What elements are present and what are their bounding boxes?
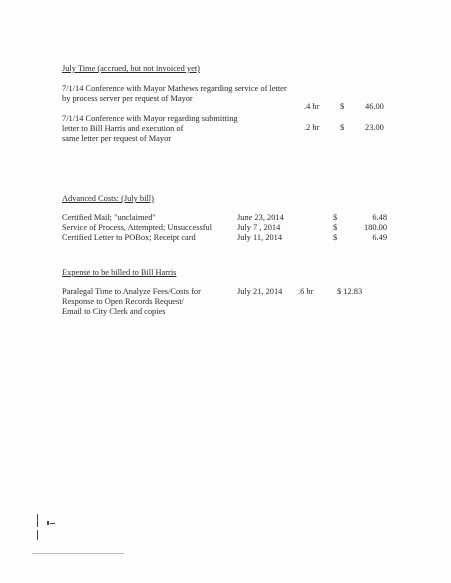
cost-row-1-currency: $ — [333, 213, 338, 222]
entry-2-currency: $ — [340, 123, 345, 132]
expense-line-1: Paralegal Time to Analyze Fees/Costs for — [62, 287, 201, 296]
entry-2-hours: .2 hr — [304, 123, 320, 132]
entry-1-hours: .4 hr — [304, 102, 320, 111]
expense-heading: Expense to be billed to Bill Harris — [62, 268, 177, 277]
cost-row-2-date: July 7 , 2014 — [237, 223, 281, 232]
july-time-heading: July Time (accrued, but not invoiced yet) — [62, 64, 200, 73]
cost-row-1-description: Certified Mail; "unclaimed" — [62, 213, 156, 222]
entry-2-amount: 23.00 — [365, 123, 384, 132]
cost-row-2-amount: 180.00 — [363, 223, 387, 232]
expense-line-3: Email to City Clerk and copies — [62, 307, 166, 316]
entry-1-currency: $ — [340, 102, 345, 111]
scan-mark — [37, 514, 38, 527]
entry-2-line-2: letter to Bill Harris and execution of — [62, 124, 184, 133]
entry-1-line-2: by process server per request of Mayor — [62, 94, 193, 103]
entry-1-line-1: 7/1/14 Conference with Mayor Mathews regarding service of letter — [62, 84, 287, 93]
cost-row-2-description: Service of Process, Attempted; Unsuccessful — [62, 223, 213, 232]
cost-row-3-currency: $ — [333, 233, 338, 242]
cost-row-3-date: July 11, 2014 — [237, 233, 283, 242]
scan-mark — [50, 523, 55, 524]
expense-amount: $ 12.83 — [337, 287, 363, 296]
cost-row-3-description: Certified Letter to POBox; Receipt card — [62, 233, 196, 242]
expense-hours: .6 hr — [298, 287, 314, 296]
entry-2-line-1: 7/1/14 Conference with Mayor regarding submitting — [62, 114, 238, 123]
entry-1-amount: 46.00 — [365, 102, 384, 111]
entry-2-line-3: same letter per request of Mayor — [62, 134, 172, 143]
cost-row-2-currency: $ — [333, 223, 338, 232]
expense-line-2: Response to Open Records Request/ — [62, 297, 184, 306]
scan-mark — [47, 521, 49, 525]
cost-row-3-amount: 6.49 — [372, 233, 387, 242]
scan-line — [32, 553, 124, 554]
expense-date: July 21, 2014 — [237, 287, 283, 296]
cost-row-1-date: June 23, 2014 — [237, 213, 284, 222]
scan-mark — [37, 530, 38, 540]
advanced-costs-heading: Advanced Costs: (July bill) — [62, 194, 154, 203]
cost-row-1-amount: 6.48 — [372, 213, 387, 222]
